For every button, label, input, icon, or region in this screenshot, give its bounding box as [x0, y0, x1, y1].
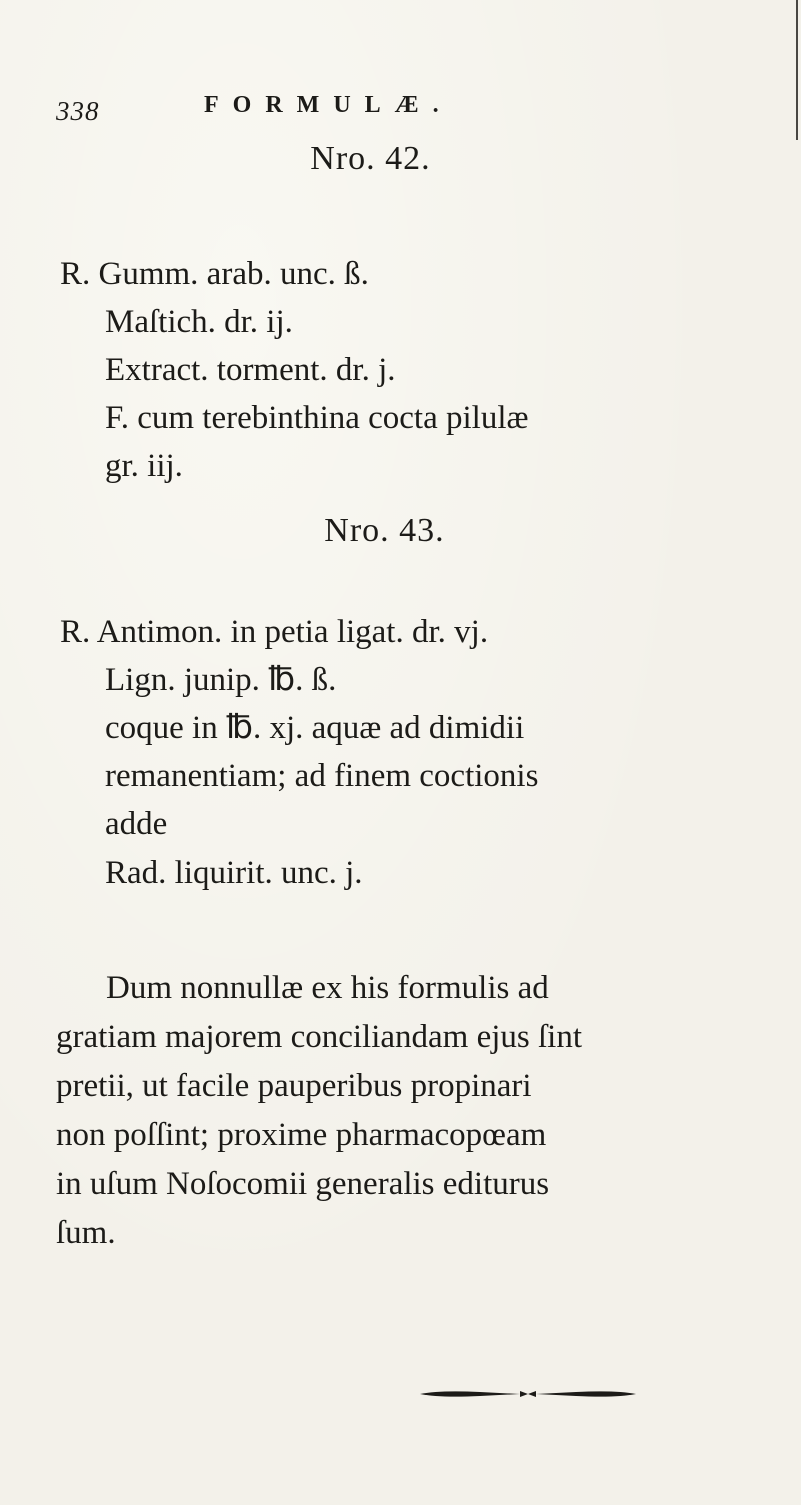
paragraph-line: non poſſint; proxime pharmacopœam [56, 1117, 547, 1153]
formula-43-line: R. Antimon. in petia ligat. dr. vj. [60, 614, 489, 650]
paragraph-line: ſum. [56, 1215, 116, 1251]
formula-43-line: remanentiam; ad finem coctionis [105, 758, 539, 794]
paragraph-line: gratiam majorem conciliandam ejus ſint [56, 1019, 583, 1055]
formula-43-line: coque in ℔. xj. aquæ ad dimidii [105, 710, 525, 746]
formula-43-line: adde [105, 806, 168, 842]
formula-43-line: Rad. liquirit. unc. j. [105, 855, 363, 891]
formula-42-line: Extract. torment. dr. j. [105, 352, 396, 388]
decorative-rule-ornament [420, 1388, 636, 1400]
paragraph-line: in uſum Noſocomii generalis editurus [56, 1166, 550, 1202]
formula-43-line: Lign. junip. ℔. ß. [105, 662, 337, 698]
page-number: 338 [56, 96, 100, 126]
running-title: FORMULÆ. [204, 92, 453, 118]
paragraph-line: pretii, ut facile pauperibus propinari [56, 1068, 532, 1104]
formula-42-line: R. Gumm. arab. unc. ß. [60, 256, 369, 292]
formula-42-heading: Nro. 42. [310, 140, 431, 177]
page-header [56, 92, 656, 132]
formula-42-line: gr. iij. [105, 448, 183, 484]
paragraph-line: Dum nonnullæ ex his formulis ad [106, 970, 549, 1006]
formula-43-heading: Nro. 43. [324, 512, 445, 549]
formula-42-line: Maſtich. dr. ij. [105, 304, 293, 340]
formula-42-line: F. cum terebinthina cocta pilulæ [105, 400, 529, 436]
page-edge-shadow [796, 0, 798, 140]
